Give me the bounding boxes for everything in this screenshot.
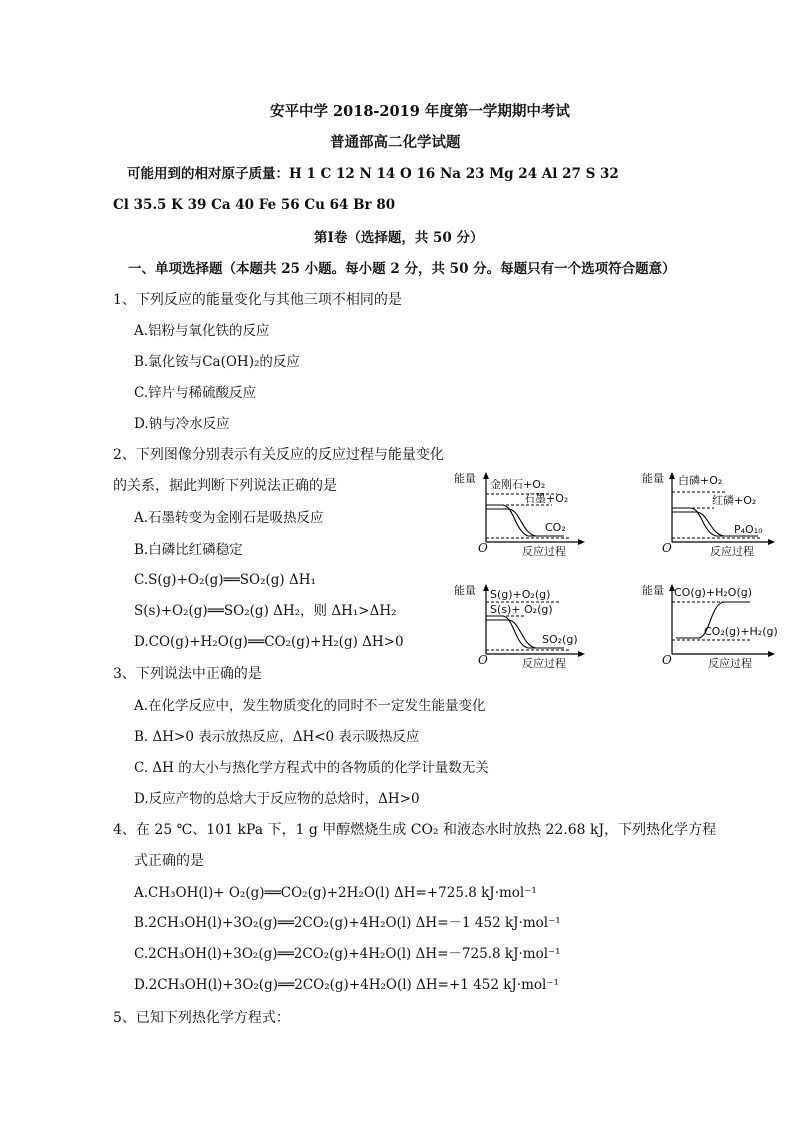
- q3-option-b: B. ΔH>0 表示放热反应，ΔH<0 表示吸热反应: [134, 729, 420, 745]
- q1-option-a: A.铝粉与氧化铁的反应: [134, 323, 270, 339]
- energy-axis-label: 能量: [642, 472, 664, 485]
- q1-option-d: D.钠与冷水反应: [134, 416, 230, 432]
- reaction-process-label: 反应过程: [708, 657, 752, 670]
- q2-option-a: A.石墨转变为金刚石是吸热反应: [134, 510, 324, 526]
- curve-label-bottom: CO₂: [545, 521, 566, 534]
- q3-option-d: D.反应产物的总焓大于反应物的总焓时，ΔH>0: [134, 791, 420, 807]
- q3-option-c: C. ΔH 的大小与热化学方程式中的各物质的化学计量数无关: [134, 760, 489, 776]
- curve-label-bottom: CO₂(g)+H₂(g): [704, 625, 778, 638]
- energy-axis-label: 能量: [642, 584, 664, 597]
- energy-diagram-co-water-gas: [640, 580, 788, 672]
- section-instructions: 一、单项选择题（本题共 25 小题。每小题 2 分，共 50 分。每题只有一个选项符合题意）: [128, 261, 676, 277]
- q2-stem-line1: 2、下列图像分别表示有关反应的反应过程与能量变化: [113, 447, 444, 463]
- q2-option-d: D.CO(g)+H₂O(g)══CO₂(g)+H₂(g) ΔH>0: [134, 634, 404, 650]
- curve-label-top: 金刚石+O₂: [490, 478, 546, 491]
- volume-heading: 第Ⅰ卷（选择题，共 50 分）: [314, 230, 484, 246]
- q4-option-d: D.2CH₃OH(l)+3O₂(g)══2CO₂(g)+4H₂O(l) ΔH=+1 452 kJ·mol⁻¹: [134, 977, 559, 993]
- q3-option-a: A.在化学反应中，发生物质变化的同时不一定发生能量变化: [134, 698, 486, 714]
- q1-stem: 1、下列反应的能量变化与其他三项不相同的是: [113, 292, 402, 308]
- q4-option-c: C.2CH₃OH(l)+3O₂(g)══2CO₂(g)+4H₂O(l) ΔH=－725.8 kJ·mol⁻¹: [134, 946, 561, 962]
- q2-option-c-line2: S(s)+O₂(g)══SO₂(g) ΔH₂，则 ΔH₁>ΔH₂: [134, 603, 397, 619]
- curve-label-top: S(g)+O₂(g): [490, 588, 551, 601]
- exam-subtitle: 普通部高二化学试题: [330, 134, 461, 151]
- reaction-process-label: 反应过程: [710, 545, 754, 558]
- energy-axis-label: 能量: [454, 472, 476, 485]
- reaction-process-label: 反应过程: [522, 657, 566, 670]
- q5-stem: 5、已知下列热化学方程式：: [113, 1010, 290, 1026]
- q4-option-a: A.CH₃OH(l)+ O₂(g)══CO₂(g)+2H₂O(l) ΔH=+725.8 kJ·mol⁻¹: [134, 885, 537, 901]
- q3-stem: 3、下列说法中正确的是: [113, 666, 262, 682]
- atomic-masses-line1: 可能用到的相对原子质量：H 1 C 12 N 14 O 16 Na 23 Mg 24 Al 27 S 32: [127, 166, 619, 182]
- energy-diagram-white-red-phosphorus: [640, 468, 780, 560]
- q1-option-b: B.氯化铵与Ca(OH)₂的反应: [134, 354, 300, 370]
- curve-label-top: 白磷+O₂: [678, 474, 723, 487]
- curve-label-bottom: SO₂(g): [542, 633, 578, 646]
- q4-stem-line1: 4、在 25 ℃、101 kPa 下，1 g 甲醇燃烧生成 CO₂ 和液态水时放热 22.68 kJ，下列热化学方程: [113, 822, 717, 838]
- atomic-masses-line2: Cl 35.5 K 39 Ca 40 Fe 56 Cu 64 Br 80: [113, 197, 396, 213]
- origin-label: O: [662, 541, 672, 555]
- curve-label-top: CO(g)+H₂O(g): [674, 586, 753, 599]
- origin-label: O: [478, 541, 488, 555]
- q4-stem-line2: 式正确的是: [134, 853, 204, 869]
- origin-label: O: [478, 653, 488, 667]
- curve-label-mid: 石墨+O₂: [524, 492, 569, 505]
- energy-diagram-sulfur: [452, 580, 587, 672]
- curve-label-mid: 红磷+O₂: [712, 494, 757, 507]
- q4-option-b: B.2CH₃OH(l)+3O₂(g)══2CO₂(g)+4H₂O(l) ΔH=－1 452 kJ·mol⁻¹: [134, 915, 561, 931]
- origin-label: O: [662, 653, 672, 667]
- q2-option-c-line1: C.S(g)+O₂(g)══SO₂(g) ΔH₁: [134, 572, 316, 588]
- exam-title: 安平中学 2018-2019 年度第一学期期中考试: [270, 103, 570, 120]
- energy-diagram-diamond-graphite: [452, 468, 587, 560]
- q2-stem-line2: 的关系，据此判断下列说法正确的是: [113, 478, 337, 494]
- curve-label-bottom: P₄O₁₀: [734, 523, 763, 536]
- reaction-process-label: 反应过程: [522, 545, 566, 558]
- energy-axis-label: 能量: [454, 584, 476, 597]
- q2-option-b: B.白磷比红磷稳定: [134, 542, 243, 558]
- curve-label-mid: S(s)+ O₂(g): [490, 603, 553, 616]
- q1-option-c: C.锌片与稀硫酸反应: [134, 385, 257, 401]
